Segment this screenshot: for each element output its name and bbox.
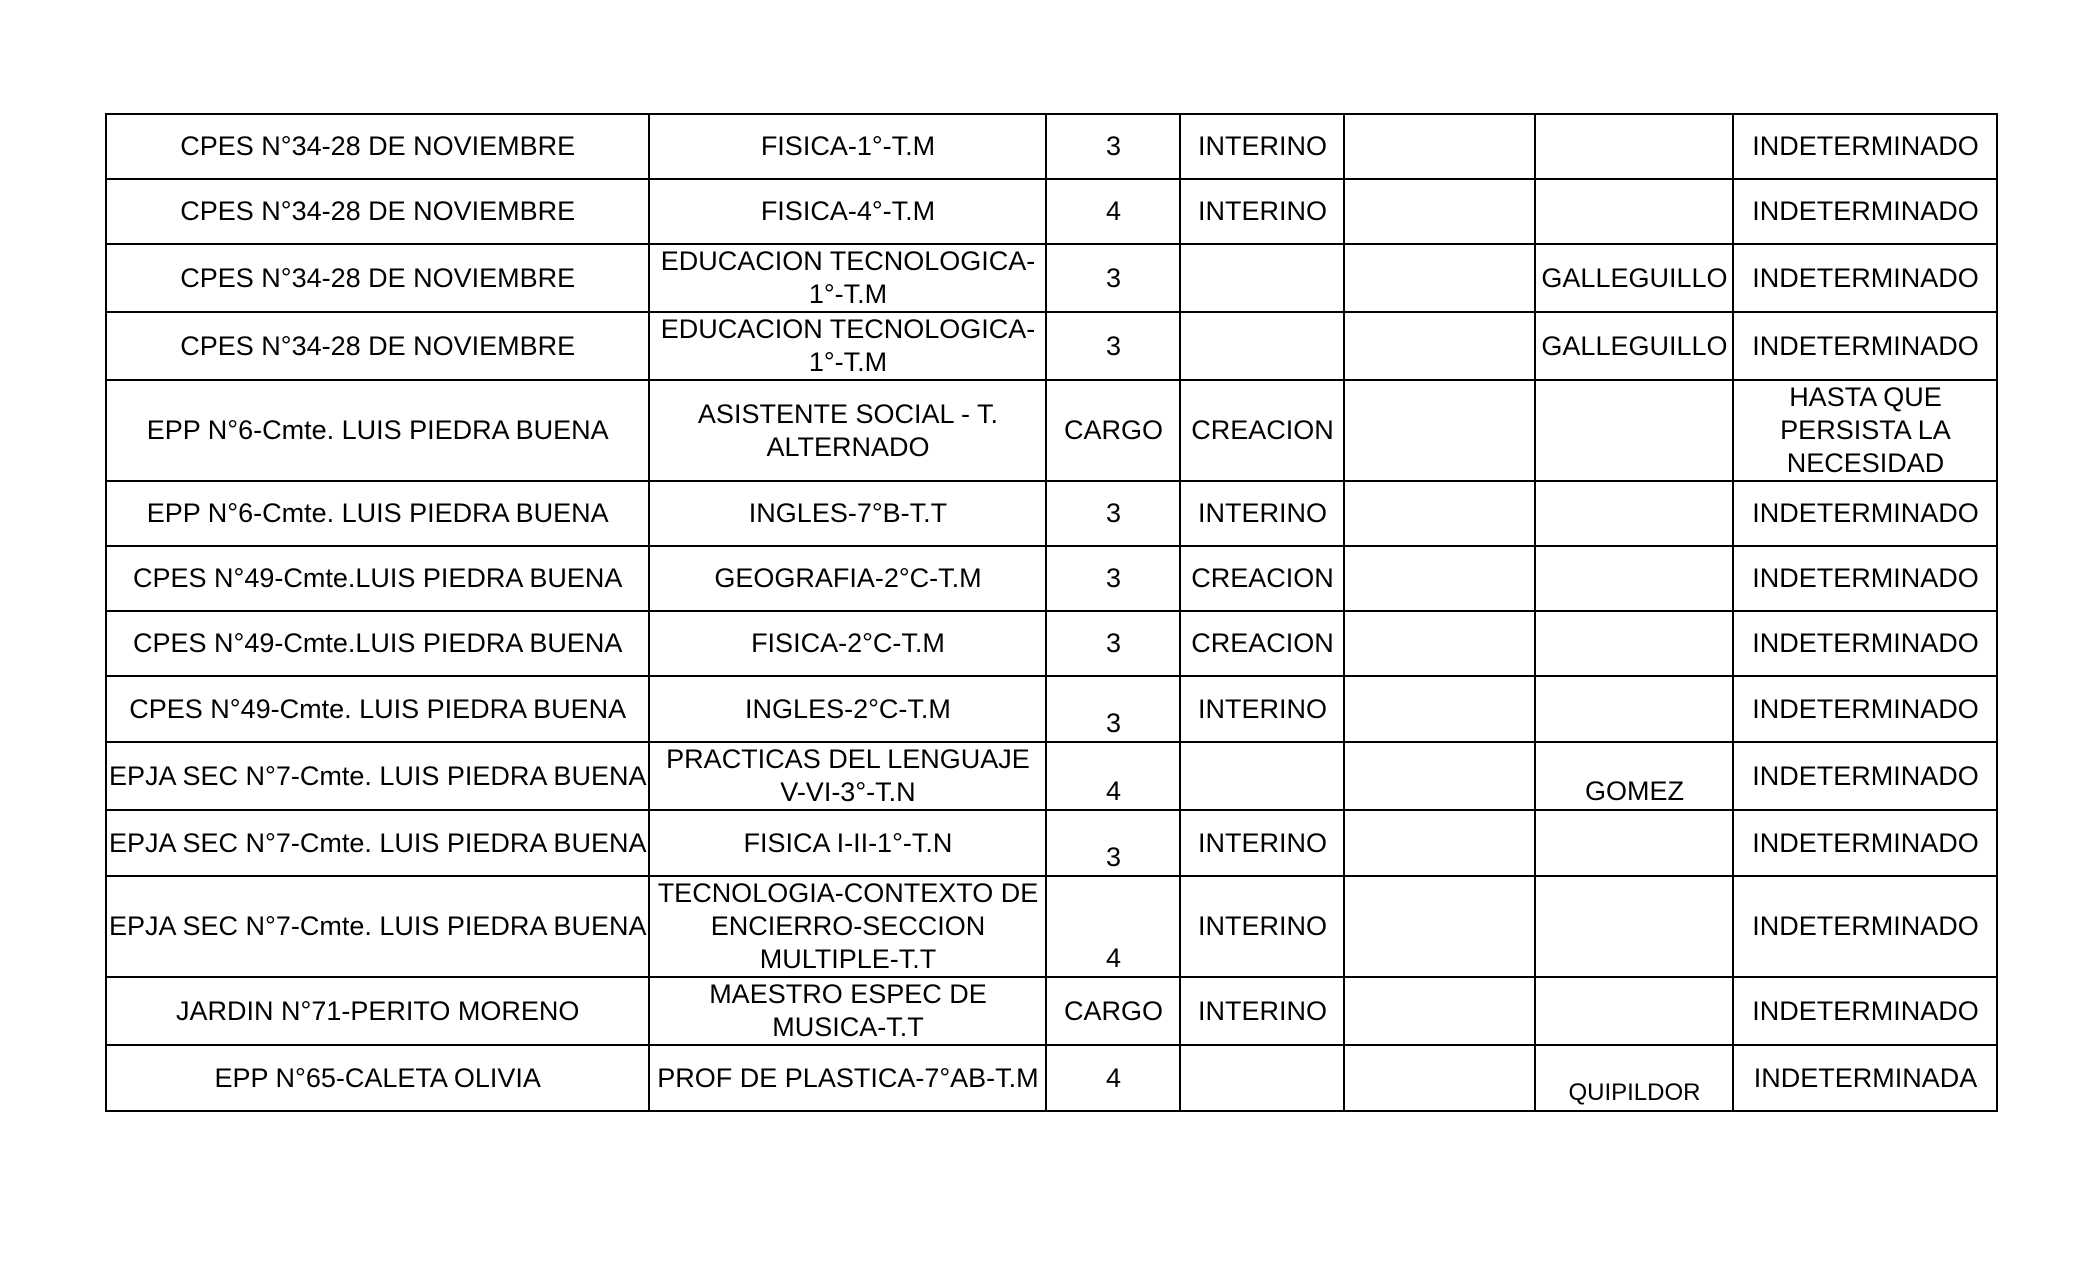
cell-status	[1180, 1045, 1344, 1111]
table-row	[106, 1045, 1997, 1111]
cell-status	[1180, 742, 1344, 810]
cell-duration: INDETERMINADO	[1733, 179, 1997, 244]
cell-school: CPES N°49-Cmte.LUIS PIEDRA BUENA	[106, 546, 649, 611]
cell-duration: INDETERMINADO	[1733, 244, 1997, 312]
cell-holder: QUIPILDOR	[1535, 1045, 1733, 1111]
cell-status: CREACION	[1180, 546, 1344, 611]
cell-status: INTERINO	[1180, 114, 1344, 179]
cell-empty	[1344, 876, 1535, 977]
cell-school: EPJA SEC N°7-Cmte. LUIS PIEDRA BUENA	[106, 876, 649, 977]
cell-subject: GEOGRAFIA-2°C-T.M	[649, 546, 1046, 611]
cell-duration: INDETERMINADA	[1733, 1045, 1997, 1111]
table-row	[106, 380, 1997, 481]
cell-hours: 3	[1046, 810, 1180, 876]
cell-holder	[1535, 481, 1733, 546]
cell-school: CPES N°34-28 DE NOVIEMBRE	[106, 244, 649, 312]
cell-hours: 3	[1046, 676, 1180, 742]
cell-holder: GALLEGUILLO	[1535, 312, 1733, 380]
cell-hours: 3	[1046, 611, 1180, 676]
cell-status: INTERINO	[1180, 876, 1344, 977]
cell-school: EPJA SEC N°7-Cmte. LUIS PIEDRA BUENA	[106, 810, 649, 876]
cell-empty	[1344, 977, 1535, 1045]
cell-duration: INDETERMINADO	[1733, 742, 1997, 810]
cell-empty	[1344, 380, 1535, 481]
cell-empty	[1344, 244, 1535, 312]
cell-empty	[1344, 179, 1535, 244]
cell-school: CPES N°34-28 DE NOVIEMBRE	[106, 179, 649, 244]
cell-duration: INDETERMINADO	[1733, 810, 1997, 876]
table-row	[106, 179, 1997, 244]
cell-school: CPES N°34-28 DE NOVIEMBRE	[106, 114, 649, 179]
cell-subject: MAESTRO ESPEC DE MUSICA-T.T	[649, 977, 1046, 1045]
cell-duration: INDETERMINADO	[1733, 481, 1997, 546]
cell-duration: INDETERMINADO	[1733, 876, 1997, 977]
table-row	[106, 742, 1997, 810]
vacancy-table	[105, 113, 1998, 1112]
cell-subject: TECNOLOGIA-CONTEXTO DE ENCIERRO-SECCION MULTIPLE-T.T	[649, 876, 1046, 977]
cell-duration: HASTA QUE PERSISTA LA NECESIDAD	[1733, 380, 1997, 481]
cell-holder	[1535, 810, 1733, 876]
table-row	[106, 611, 1997, 676]
table-row	[106, 312, 1997, 380]
cell-holder	[1535, 611, 1733, 676]
cell-status: INTERINO	[1180, 481, 1344, 546]
cell-subject: ASISTENTE SOCIAL - T. ALTERNADO	[649, 380, 1046, 481]
cell-hours: 4	[1046, 876, 1180, 977]
cell-hours: 4	[1046, 742, 1180, 810]
cell-empty	[1344, 481, 1535, 546]
cell-duration: INDETERMINADO	[1733, 977, 1997, 1045]
cell-duration: INDETERMINADO	[1733, 611, 1997, 676]
table-row	[106, 876, 1997, 977]
cell-status: CREACION	[1180, 611, 1344, 676]
cell-subject: EDUCACION TECNOLOGICA-1°-T.M	[649, 244, 1046, 312]
cell-holder	[1535, 676, 1733, 742]
cell-holder	[1535, 977, 1733, 1045]
cell-holder	[1535, 546, 1733, 611]
cell-school: JARDIN N°71-PERITO MORENO	[106, 977, 649, 1045]
cell-school: EPP N°6-Cmte. LUIS PIEDRA BUENA	[106, 481, 649, 546]
cell-subject: FISICA-4°-T.M	[649, 179, 1046, 244]
cell-duration: INDETERMINADO	[1733, 114, 1997, 179]
cell-subject: EDUCACION TECNOLOGICA-1°-T.M	[649, 312, 1046, 380]
cell-empty	[1344, 1045, 1535, 1111]
cell-school: CPES N°49-Cmte. LUIS PIEDRA BUENA	[106, 676, 649, 742]
table-row	[106, 481, 1997, 546]
table-row	[106, 114, 1997, 179]
cell-subject: PRACTICAS DEL LENGUAJE V-VI-3°-T.N	[649, 742, 1046, 810]
cell-holder	[1535, 380, 1733, 481]
cell-subject: FISICA-1°-T.M	[649, 114, 1046, 179]
table-row	[106, 546, 1997, 611]
cell-subject: INGLES-7°B-T.T	[649, 481, 1046, 546]
cell-empty	[1344, 114, 1535, 179]
cell-status: INTERINO	[1180, 810, 1344, 876]
cell-empty	[1344, 312, 1535, 380]
cell-holder	[1535, 114, 1733, 179]
cell-hours: 4	[1046, 179, 1180, 244]
cell-subject: INGLES-2°C-T.M	[649, 676, 1046, 742]
cell-holder	[1535, 876, 1733, 977]
cell-empty	[1344, 810, 1535, 876]
cell-holder	[1535, 179, 1733, 244]
table-row	[106, 676, 1997, 742]
cell-subject: FISICA-2°C-T.M	[649, 611, 1046, 676]
cell-status: CREACION	[1180, 380, 1344, 481]
cell-empty	[1344, 546, 1535, 611]
cell-empty	[1344, 611, 1535, 676]
cell-empty	[1344, 742, 1535, 810]
cell-school: CPES N°49-Cmte.LUIS PIEDRA BUENA	[106, 611, 649, 676]
cell-status: INTERINO	[1180, 977, 1344, 1045]
cell-subject: FISICA I-II-1°-T.N	[649, 810, 1046, 876]
cell-holder: GALLEGUILLO	[1535, 244, 1733, 312]
cell-duration: INDETERMINADO	[1733, 546, 1997, 611]
cell-school: EPP N°65-CALETA OLIVIA	[106, 1045, 649, 1111]
table-row	[106, 977, 1997, 1045]
cell-status	[1180, 244, 1344, 312]
cell-hours: 3	[1046, 546, 1180, 611]
cell-hours: 3	[1046, 244, 1180, 312]
cell-empty	[1344, 676, 1535, 742]
cell-school: CPES N°34-28 DE NOVIEMBRE	[106, 312, 649, 380]
cell-hours: 3	[1046, 312, 1180, 380]
cell-status	[1180, 312, 1344, 380]
cell-school: EPJA SEC N°7-Cmte. LUIS PIEDRA BUENA	[106, 742, 649, 810]
cell-status: INTERINO	[1180, 676, 1344, 742]
cell-subject: PROF DE PLASTICA-7°AB-T.M	[649, 1045, 1046, 1111]
cell-hours: 4	[1046, 1045, 1180, 1111]
cell-holder: GOMEZ	[1535, 742, 1733, 810]
cell-hours: CARGO	[1046, 977, 1180, 1045]
cell-hours: CARGO	[1046, 380, 1180, 481]
cell-hours: 3	[1046, 481, 1180, 546]
cell-duration: INDETERMINADO	[1733, 312, 1997, 380]
cell-duration: INDETERMINADO	[1733, 676, 1997, 742]
cell-hours: 3	[1046, 114, 1180, 179]
cell-status: INTERINO	[1180, 179, 1344, 244]
table-row	[106, 244, 1997, 312]
cell-school: EPP N°6-Cmte. LUIS PIEDRA BUENA	[106, 380, 649, 481]
table-row	[106, 810, 1997, 876]
